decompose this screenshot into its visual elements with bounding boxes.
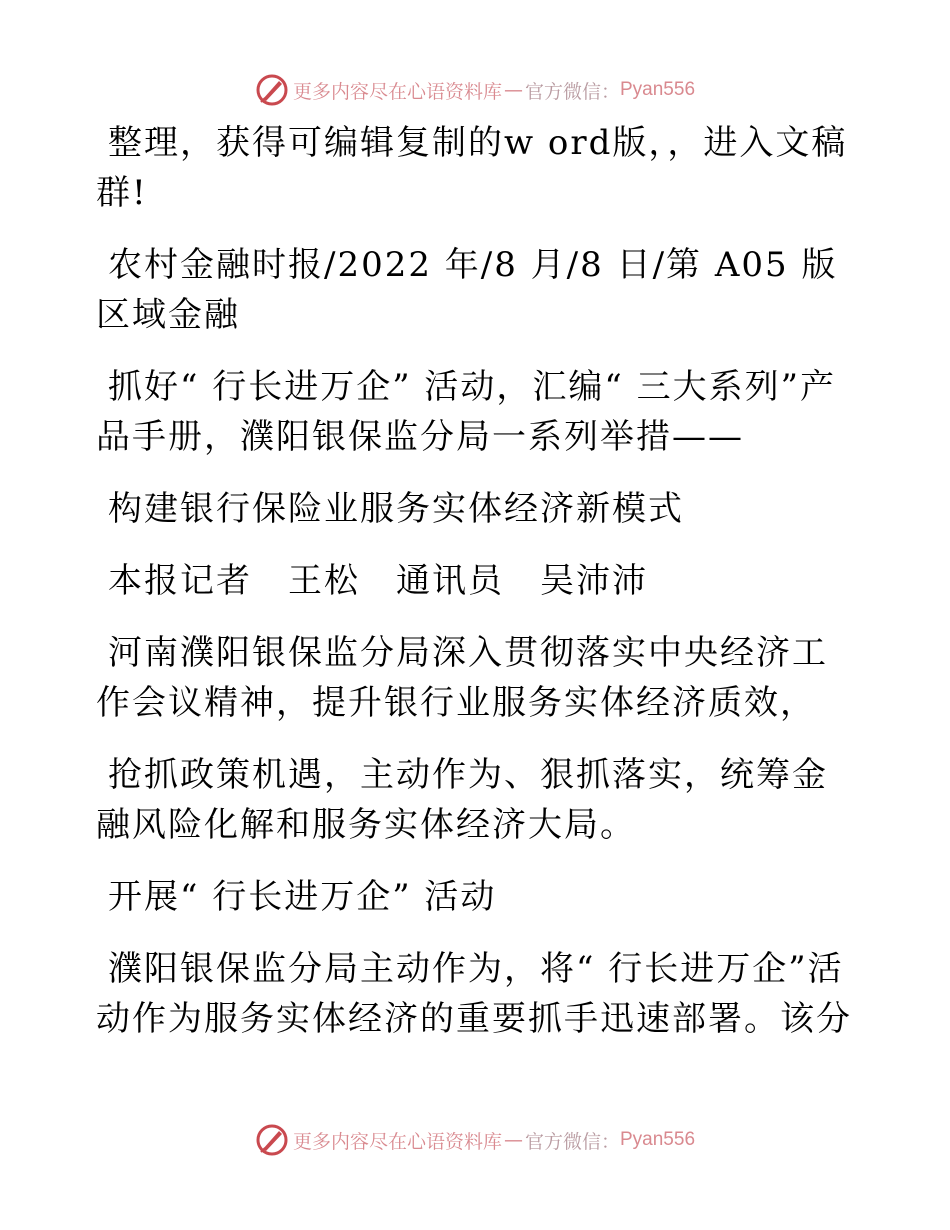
byline: 本报记者 王松 通讯员 吴沛沛 bbox=[108, 561, 648, 601]
quill-logo-icon bbox=[255, 1123, 289, 1157]
banner-separator: — bbox=[503, 79, 523, 101]
document-body bbox=[96, 118, 856, 1066]
paragraph: 抓好“ 行长进万企” 活动，汇编“ 三大系列”产品手册，濮阳银保监分局一系列举措—— bbox=[96, 367, 836, 457]
banner-text: 更多内容尽在心语资料库 bbox=[292, 80, 502, 103]
section-heading: 开展“ 行长进万企” 活动 bbox=[108, 877, 497, 917]
banner-text: 更多内容尽在心语资料库 bbox=[292, 1130, 502, 1153]
header-watermark-banner bbox=[0, 70, 950, 110]
paragraph: 河南濮阳银保监分局深入贯彻落实中央经济工作会议精神，提升银行业服务实体经济质效， bbox=[96, 633, 828, 723]
banner-wechat-id: Pyan556 bbox=[620, 1129, 696, 1150]
banner-wechat-id: Pyan556 bbox=[620, 79, 696, 100]
paragraph: 农村金融时报/2022 年/8 月/8 日/第 A05 版区域金融 bbox=[96, 245, 838, 335]
quill-logo-icon bbox=[255, 73, 289, 107]
footer-watermark-banner bbox=[0, 1120, 950, 1160]
paragraph: 濮阳银保监分局主动作为，将“ 行长进万企”活动作为服务实体经济的重要抓手迅速部署。该分 bbox=[96, 949, 852, 1039]
article-title: 构建银行保险业服务实体经济新模式 bbox=[108, 489, 684, 529]
banner-wechat-label: 官方微信： bbox=[524, 1130, 620, 1153]
paragraph: 抢抓政策机遇，主动作为、狠抓落实，统筹金融风险化解和服务实体经济大局。 bbox=[96, 755, 828, 845]
banner-wechat-label: 官方微信： bbox=[524, 80, 620, 103]
banner-separator: — bbox=[503, 1129, 523, 1151]
paragraph: 整理，获得可编辑复制的w ord版，，进入文稿群! bbox=[96, 123, 848, 213]
